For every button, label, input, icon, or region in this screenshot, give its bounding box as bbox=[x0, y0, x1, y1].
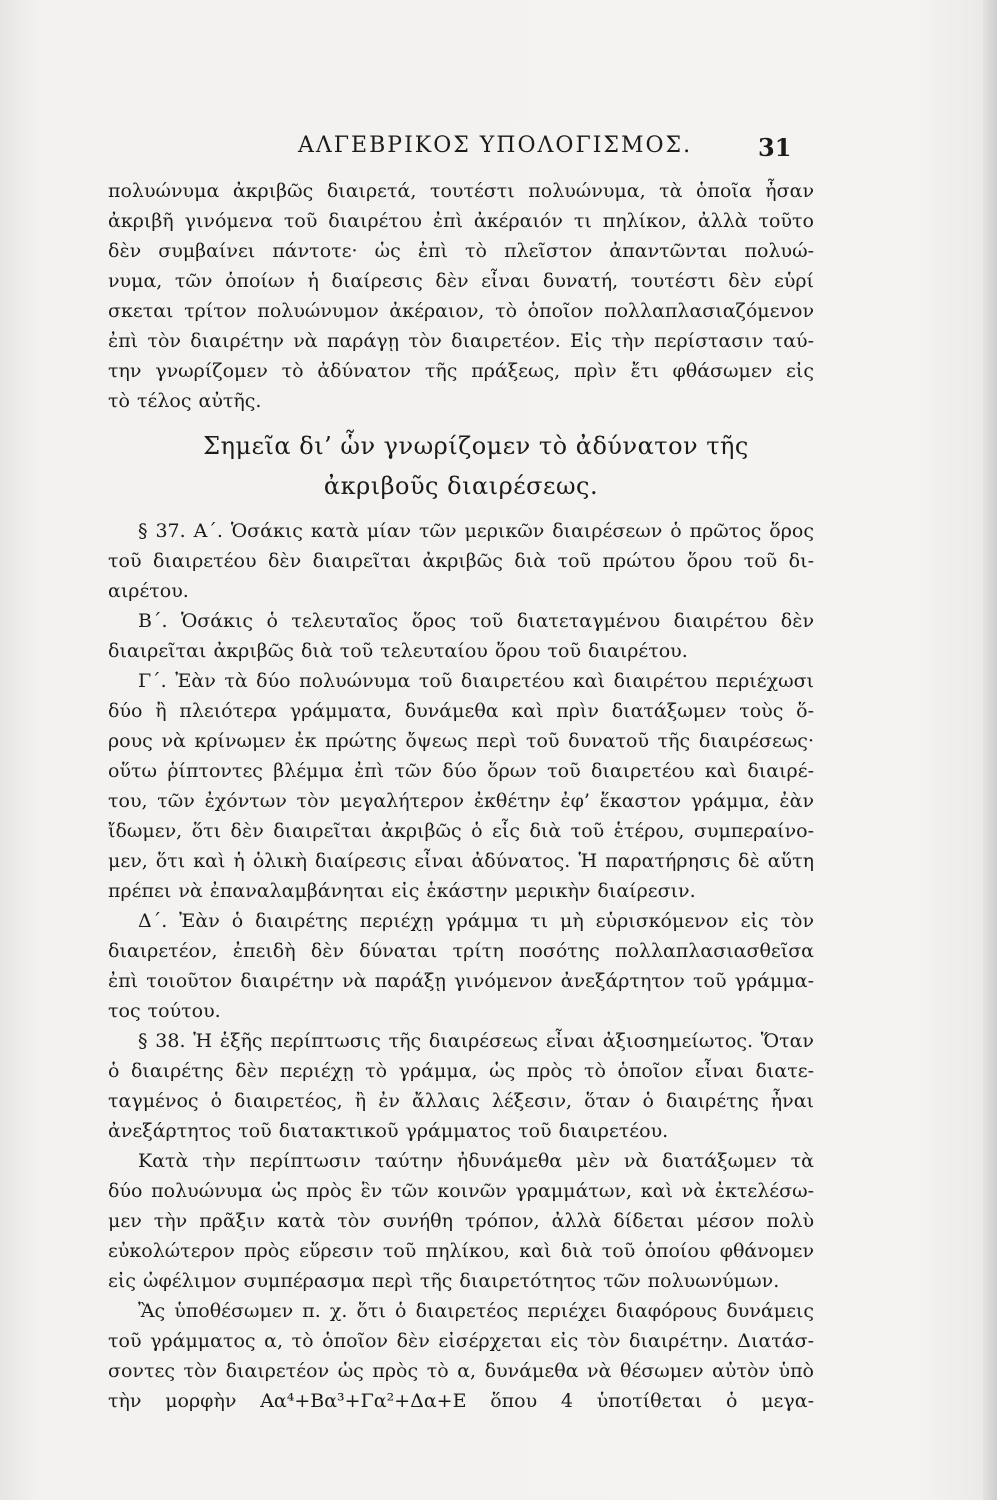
text-line: διαιρεῖται ἀκριβῶς διὰ τοῦ τελευταίου ὅρου τοῦ διαιρέτου. bbox=[108, 640, 688, 662]
text-line: τὴν μορφὴν Αα⁴+Βα³+Γα²+Δα+Ε ὅπου 4 ὑποτίθεται ὁ μεγα- bbox=[108, 1390, 814, 1412]
heading-line: Σημεῖα δι’ ὧν γνωρίζομεν τὸ ἀδύνατον τῆς bbox=[203, 432, 749, 460]
text-line: τοῦ διαιρετέου δὲν διαιρεῖται ἀκριβῶς διὰ τοῦ πρώτου ὅρου τοῦ δι- bbox=[108, 550, 814, 572]
text-line: ὁ διαιρέτης δὲν περιέχῃ τὸ γράμμα, ὡς πρὸς τὸ ὁποῖον εἶναι διατε- bbox=[108, 1060, 814, 1082]
text-line: τοῦ γράμματος α, τὸ ὁποῖον δὲν εἰσέρχεται εἰς τὸν διαιρέτην. Διατάσ- bbox=[108, 1330, 814, 1352]
text-line: διαιρετέον, ἐπειδὴ δὲν δύναται τρίτη ποσότης πολλαπλασιασθεῖσα bbox=[108, 940, 814, 962]
section-heading bbox=[108, 426, 814, 506]
text-line: Ἂς ὑποθέσωμεν π. χ. ὅτι ὁ διαιρετέος περιέχει διαφόρους δυνάμεις bbox=[138, 1300, 814, 1322]
text-block bbox=[108, 176, 814, 1416]
text-line: Β΄. Ὁσάκις ὁ τελευταῖος ὅρος τοῦ διατεταγμένου διαιρέτου δὲν bbox=[138, 610, 814, 632]
running-title: ΑΛΓΕΒΡΙΚΟΣ ΥΠΟΛΟΓΙΣΜΟΣ. bbox=[298, 133, 693, 158]
text-line: δύο ἢ πλειότερα γράμματα, δυνάμεθα καὶ πρὶν διατάξωμεν τοὺς ὅ- bbox=[108, 700, 814, 722]
page-header bbox=[0, 133, 997, 173]
text-line: πολυώνυμα ἀκριβῶς διαιρετά, τουτέστι πολυώνυμα, τὰ ὁποῖα ἦσαν bbox=[108, 180, 814, 202]
text-line: του, τῶν ἐχόντων τὸν μεγαλήτερον ἐκθέτην ἐφ’ ἕκαστον γράμμα, ἐὰν bbox=[108, 790, 814, 812]
text-line: τὸ τέλος αὐτῆς. bbox=[108, 390, 262, 412]
text-line: πρέπει νὰ ἐπαναλαμβάνηται εἰς ἑκάστην μερικὴν διαίρεσιν. bbox=[108, 880, 696, 902]
intro-paragraph bbox=[108, 176, 814, 416]
text-line: τος τούτου. bbox=[108, 1000, 221, 1022]
text-line: § 38. Ἡ ἑξῆς περίπτωσις τῆς διαιρέσεως εἶναι ἀξιοσημείωτος. Ὅταν bbox=[138, 1030, 814, 1052]
text-line: ταγμένος ὁ διαιρετέος, ἢ ἐν ἄλλαις λέξεσιν, ὅταν ὁ διαιρέτης ἦναι bbox=[108, 1090, 814, 1112]
page-edge-shadow bbox=[983, 0, 997, 1500]
text-line: ἐπὶ τὸν διαιρέτην νὰ παράγῃ τὸν διαιρετέον. Εἰς τὴν περίστασιν ταύ- bbox=[108, 330, 814, 352]
text-line: σοντες τὸν διαιρετέον ὡς πρὸς τὸ α, δυνάμεθα νὰ θέσωμεν αὐτὸν ὑπὸ bbox=[108, 1360, 814, 1382]
text-line: σκεται τρίτον πολυώνυμον ἀκέραιον, τὸ ὁποῖον πολλαπλασιαζόμενον bbox=[108, 300, 814, 322]
text-line: ἀνεξάρτητος τοῦ διατακτικοῦ γράμματος τοῦ διαιρετέου. bbox=[108, 1120, 669, 1142]
text-line: δὲν συμβαίνει πάντοτε· ὡς ἐπὶ τὸ πλεῖστον ἀπαντῶνται πολυώ- bbox=[108, 240, 814, 262]
text-line: § 37. Α΄. Ὁσάκις κατὰ μίαν τῶν μερικῶν διαιρέσεων ὁ πρῶτος ὅρος bbox=[138, 520, 814, 542]
heading-line: ἀκριβοῦς διαιρέσεως. bbox=[323, 472, 599, 500]
page-number: 31 bbox=[758, 133, 792, 162]
text-line: νυμα, τῶν ὁποίων ἡ διαίρεσις δὲν εἶναι δυνατή, τουτέστι δὲν εὑρί bbox=[108, 270, 814, 292]
text-line: αιρέτου. bbox=[108, 580, 189, 602]
text-line: Κατὰ τὴν περίπτωσιν ταύτην ἠδυνάμεθα μὲν νὰ διατάξωμεν τὰ bbox=[138, 1150, 814, 1172]
text-line: Γ΄. Ἐὰν τὰ δύο πολυώνυμα τοῦ διαιρετέου καὶ διαιρέτου περιέχωσι bbox=[138, 670, 814, 692]
text-line: μεν, ὅτι καὶ ἡ ὁλικὴ διαίρεσις εἶναι ἀδύνατος. Ἡ παρατήρησις δὲ αὕτη bbox=[108, 850, 814, 872]
text-line: δύο πολυώνυμα ὡς πρὸς ἓν τῶν κοινῶν γραμμάτων, καὶ νὰ ἐκτελέσω- bbox=[108, 1180, 814, 1202]
text-line: εἰς ὠφέλιμον συμπέρασμα περὶ τῆς διαιρετότητος τῶν πολυωνύμων. bbox=[108, 1270, 780, 1292]
text-line: ἐπὶ τοιοῦτον διαιρέτην νὰ παράξῃ γινόμενον ἀνεξάρτητον τοῦ γράμμα- bbox=[108, 970, 814, 992]
body-text bbox=[108, 516, 814, 1416]
text-line: μεν τὴν πρᾶξιν κατὰ τὸν συνήθη τρόπον, ἀλλὰ δίδεται μέσον πολὺ bbox=[108, 1210, 814, 1232]
text-line: την γνωρίζομεν τὸ ἀδύνατον τῆς πράξεως, πρὶν ἔτι φθάσωμεν εἰς bbox=[108, 360, 814, 382]
text-line: ἴδωμεν, ὅτι δὲν διαιρεῖται ἀκριβῶς ὁ εἷς διὰ τοῦ ἑτέρου, συμπεραίνο- bbox=[108, 820, 814, 842]
text-line: ἀκριβῆ γινόμενα τοῦ διαιρέτου ἐπὶ ἀκέραιόν τι πηλίκον, ἀλλὰ τοῦτο bbox=[108, 210, 814, 232]
text-line: εὐκολώτερον πρὸς εὕρεσιν τοῦ πηλίκου, καὶ διὰ τοῦ ὁποίου φθάνομεν bbox=[108, 1240, 814, 1262]
text-line: οὕτω ῥίπτοντες βλέμμα ἐπὶ τῶν δύο ὅρων τοῦ διαιρετέου καὶ διαιρέ- bbox=[108, 760, 814, 782]
text-line: ρους νὰ κρίνωμεν ἐκ πρώτης ὄψεως περὶ τοῦ δυνατοῦ τῆς διαιρέσεως· bbox=[108, 730, 814, 752]
text-line: Δ΄. Ἐὰν ὁ διαιρέτης περιέχῃ γράμμα τι μὴ εὑρισκόμενον εἰς τὸν bbox=[138, 910, 814, 932]
